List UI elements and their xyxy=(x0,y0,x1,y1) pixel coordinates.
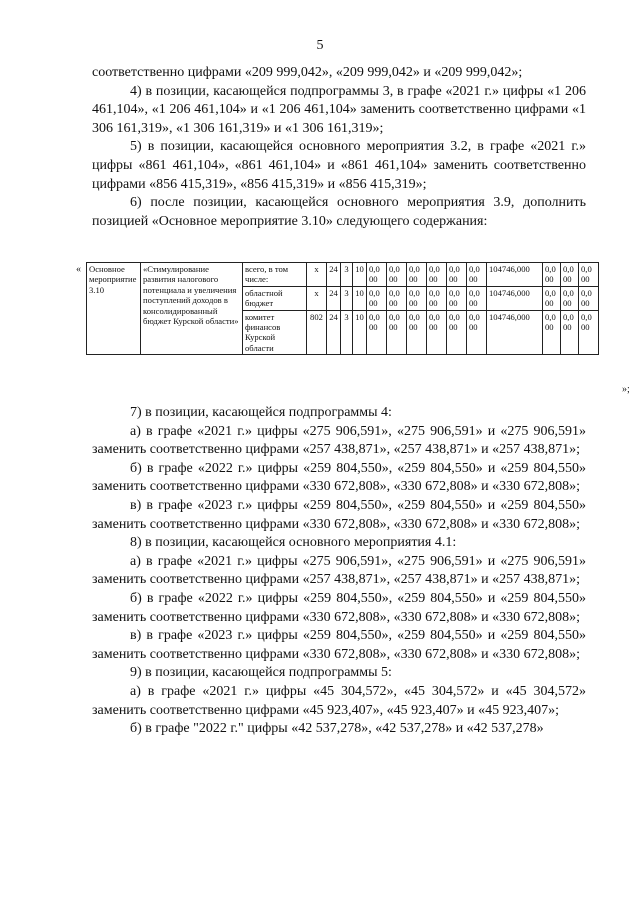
source-cell: комитет финансов Курской области xyxy=(243,310,307,355)
code-cell: 3 xyxy=(341,286,353,310)
value-cell: 0,0 00 xyxy=(367,310,387,355)
value-cell: 0,0 00 xyxy=(407,310,427,355)
code-cell: 3 xyxy=(341,310,353,355)
value-cell: 0,0 00 xyxy=(407,286,427,310)
value-cell: 0,0 00 xyxy=(427,263,447,287)
value-cell: 0,0 00 xyxy=(427,286,447,310)
amendment-table xyxy=(78,262,638,355)
code-cell: 10 xyxy=(353,263,367,287)
paragraph: 7) в позиции, касающейся подпрограммы 4: xyxy=(130,405,392,420)
paragraph: а) в графе «2021 г.» цифры «45 304,572», «45 304,572» и «45 304,572» заменить соответственно цифрами «45 923,407», «45 923,407» и «45 923,407»; xyxy=(92,683,586,718)
paragraph: б) в графе «2022 г.» цифры «259 804,550», «259 804,550» и «259 804,550» заменить соответственно цифрами «330 672,808», «330 672,808» и «330 672,808»; xyxy=(92,590,586,625)
value-cell: 0,0 00 xyxy=(407,263,427,287)
paragraph: а) в графе «2021 г.» цифры «275 906,591», «275 906,591» и «275 906,591» заменить соответственно цифрами «257 438,871», «257 438,871» и «257 438,871»; xyxy=(92,423,586,458)
code-cell: 10 xyxy=(353,286,367,310)
paragraph: 9) в позиции, касающейся подпрограммы 5: xyxy=(130,665,392,681)
code-cell: 24 xyxy=(327,263,341,287)
document-text-top xyxy=(92,64,586,231)
code-cell: 3 xyxy=(341,263,353,287)
value-cell: 104746,000 xyxy=(487,310,543,355)
page-number: 5 xyxy=(316,38,324,53)
document-text-bottom xyxy=(92,404,586,739)
paragraph: б) в графе "2022 г." цифры «42 537,278», «42 537,278» и «42 537,278» xyxy=(130,721,544,737)
code-cell: х xyxy=(307,286,327,310)
value-cell: 0,0 00 xyxy=(387,263,407,287)
value-cell: 0,0 00 xyxy=(447,263,467,287)
value-cell: 0,0 00 xyxy=(579,286,599,310)
value-cell: 0,0 00 xyxy=(561,310,579,355)
paragraph: в) в графе «2023 г.» цифры «259 804,550», «259 804,550» и «259 804,550» заменить соответственно цифрами «330 672,808», «330 672,808» и «330 672,808»; xyxy=(92,628,586,662)
paragraph: соответственно цифрами «209 999,042», «209 999,042» и «209 999,042»; xyxy=(92,65,523,80)
paragraph: в) в графе «2023 г.» цифры «259 804,550», «259 804,550» и «259 804,550» заменить соответственно цифрами «330 672,808», «330 672,808» и «330 672,808»; xyxy=(92,497,586,532)
open-quote: « xyxy=(76,264,81,275)
code-cell: 24 xyxy=(327,286,341,310)
value-cell: 0,0 00 xyxy=(447,310,467,355)
value-cell: 0,0 00 xyxy=(579,263,599,287)
table-row xyxy=(87,263,599,287)
paragraph: б) в графе «2022 г.» цифры «259 804,550», «259 804,550» и «259 804,550» заменить соответственно цифрами «330 672,808», «330 672,808» и «330 672,808»; xyxy=(92,460,586,495)
activity-cell: Основное мероприятие 3.10 xyxy=(87,263,141,355)
title-cell: «Стимулирование развития налогового потенциала и увеличения поступлений доходов в консолидированный бюджет Курской области» xyxy=(141,263,243,355)
value-cell: 104746,000 xyxy=(487,286,543,310)
source-cell: областной бюджет xyxy=(243,286,307,310)
paragraph: 8) в позиции, касающейся основного мероприятия 4.1: xyxy=(130,535,457,551)
value-cell: 0,0 00 xyxy=(367,263,387,287)
paragraph: а) в графе «2021 г.» цифры «275 906,591», «275 906,591» и «275 906,591» заменить соответственно цифрами «257 438,871», «257 438,871» и «257 438,871»; xyxy=(92,553,586,588)
value-cell: 0,0 00 xyxy=(579,310,599,355)
paragraph: 4) в позиции, касающейся подпрограммы 3, в графе «2021 г.» цифры «1 206 461,104», «1 206 461,104» и «1 206 461,104» заменить соответственно цифрами «1 306 161,319», «1 306 161,319» и «1 306 161,319»; xyxy=(92,83,586,136)
value-cell: 0,0 00 xyxy=(467,263,487,287)
value-cell: 0,0 00 xyxy=(427,310,447,355)
value-cell: 0,0 00 xyxy=(543,310,561,355)
paragraph: 6) после позиции, касающейся основного мероприятия 3.9, дополнить позицией «Основное мероприятие 3.10» следующего содержания: xyxy=(92,195,586,229)
value-cell: 0,0 00 xyxy=(543,286,561,310)
value-cell: 0,0 00 xyxy=(467,310,487,355)
value-cell: 0,0 00 xyxy=(367,286,387,310)
close-quote: »; xyxy=(622,384,630,395)
value-cell: 0,0 00 xyxy=(467,286,487,310)
value-cell: 0,0 00 xyxy=(447,286,467,310)
value-cell: 0,0 00 xyxy=(387,286,407,310)
code-cell: 10 xyxy=(353,310,367,355)
paragraph: 5) в позиции, касающейся основного мероприятия 3.2, в графе «2021 г.» цифры «861 461,104», «861 461,104» и «861 461,104» заменить соответственно цифрами «856 415,319», «856 415,319» и «856 415,319»; xyxy=(92,139,586,192)
value-cell: 104746,000 xyxy=(487,263,543,287)
value-cell: 0,0 00 xyxy=(561,263,579,287)
code-cell: 24 xyxy=(327,310,341,355)
code-cell: х xyxy=(307,263,327,287)
value-cell: 0,0 00 xyxy=(387,310,407,355)
value-cell: 0,0 00 xyxy=(543,263,561,287)
code-cell: 802 xyxy=(307,310,327,355)
program-table xyxy=(86,262,599,355)
value-cell: 0,0 00 xyxy=(561,286,579,310)
source-cell: всего, в том числе: xyxy=(243,263,307,287)
